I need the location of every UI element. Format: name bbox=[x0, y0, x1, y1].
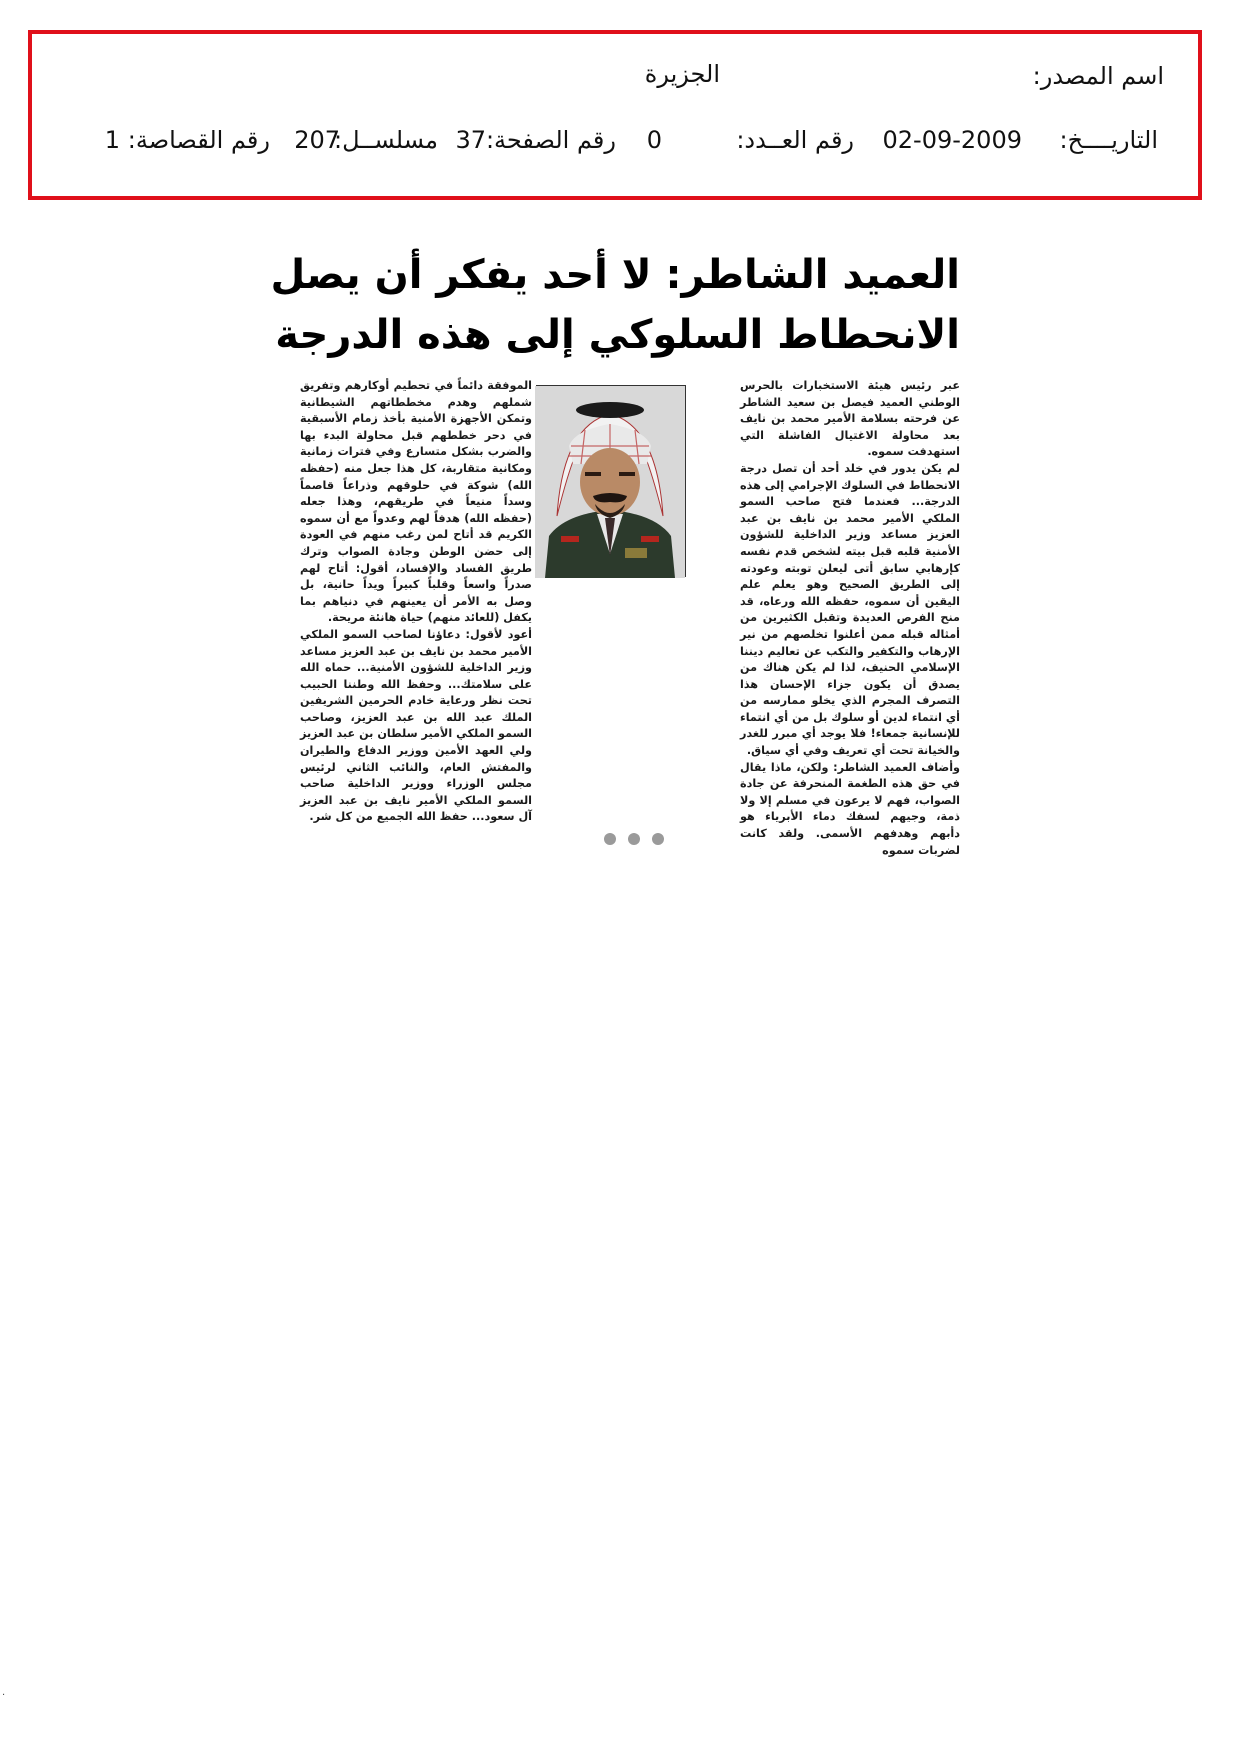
portrait-photo bbox=[536, 385, 686, 577]
newspaper-clipping bbox=[270, 240, 960, 857]
scan-margin-mark: · bbox=[2, 1690, 6, 1701]
article-paragraph: عبر رئيس هيئة الاستخبارات بالحرس الوطني العميد فيصل بن سعيد الشاطر عن فرحته بسلامة الأمير محمد بن نايف بعد محاولة الاغتيال الفاشلة التي استهدفت سموه. bbox=[740, 379, 960, 459]
date-value: 02-09-2009 bbox=[882, 126, 1022, 154]
headline-line-2: الانحطاط السلوكي إلى هذه الدرجة bbox=[275, 312, 960, 358]
page-label: رقم الصفحة: bbox=[485, 126, 616, 154]
clip-number-value: 1 bbox=[104, 126, 120, 154]
source-label: اسم المصدر: bbox=[1032, 62, 1164, 90]
page-value: 37 bbox=[455, 126, 486, 154]
headline-line-1: العميد الشاطر: لا أحد يفكر أن يصل bbox=[270, 252, 960, 298]
article-paragraph: وأضاف العميد الشاطر: ولكن، ماذا يقال في حق هذه الطغمة المنحرفة عن جادة الصواب، فهم لا يرعون في مسلم إلا ولا ذمة، وجيهم لسفك دماء الأبرياء هو دأبهم وهدفهم الأسمى. ولقد كانت لضربات سموه bbox=[740, 760, 960, 857]
metadata-box bbox=[28, 30, 1202, 200]
issue-value: 0 bbox=[646, 126, 662, 154]
article-column-right bbox=[740, 378, 960, 857]
portrait-illustration bbox=[535, 386, 685, 578]
issue-label: رقم العــدد: bbox=[736, 126, 854, 154]
serial-label: مسلســل: bbox=[334, 126, 438, 154]
date-label: التاريــــخ: bbox=[1059, 126, 1158, 154]
serial-value: 207 bbox=[294, 126, 340, 154]
article-column-left bbox=[300, 378, 532, 828]
end-of-article-dots bbox=[600, 832, 670, 846]
clip-number-label: رقم القصاصة: bbox=[127, 126, 270, 154]
article-paragraph: لم يكن يدور في خلد أحد أن تصل درجة الانحطاط في السلوك الإجرامي إلى هذه الدرجة... فعندما فتح صاحب السمو الملكي الأمير محمد بن نايف بن عبد العزيز مساعد وزير الداخلية للشؤون الأمنية قلبه قبل بيته لشخص قدم نفسه كإرهابي سابق أتى ليعلن توبته وعودته إلى الطريق الصحيح وهو يعلم علم اليقين أن سموه، حفظه الله ورعاه، قد منح الفرص العديدة وتقبل الكثيرين من أمثاله قبله ممن أعلنوا تخلصهم من نير الإرهاب والتكفير والتكب عن تعاليم ديننا الإسلامي الحنيف، لذا لم يكن هناك من يصدق أن يكون جزاء الإحسان هذا التصرف المجرم الذي يخلو ممارسه من أي انتماء لدين أو سلوك بل من أي انتماء للإنسانية جمعاء! فلا يوجد أي مبرر للغدر والخيانة تحت أي تعريف وفي أي سياق. bbox=[740, 461, 960, 758]
article-paragraph: الموفقة دائماً في تحطيم أوكارهم وتفريق شملهم وهدم مخططاتهم الشيطانية وتمكن الأجهزة الأمنية بأخذ زمام الأسبقية في دحر خططهم قبل محاولة البدء بها والضرب بشكل متسارع وفي فترات زمانية ومكانية متقاربة، كل هذا جعل منه (حفظه الله) شوكة في حلوقهم وذراعاً قاصماً وسداً منيعاً في طريقهم، وهذا جعله (حفظه الله) هدفاً لهم وعدواً مع أن سموه الكريم قد أتاح لمن رغب منهم في العودة إلى حضن الوطن وجادة الصواب وترك طريق الفساد والإفساد، أقول: أتاح لهم صدراً واسعاً وقلباً كبيراً ويداً حانية، بل وصل به الأمر أن يعينهم في دنياهم بما يكفل (للعائد منهم) حياة هانئة مريحة. bbox=[300, 379, 532, 625]
source-value: الجزيرة bbox=[644, 60, 720, 88]
article-paragraph: أعود لأقول: دعاؤنا لصاحب السمو الملكي الأمير محمد بن نايف بن عبد العزيز مساعد وزير الداخلية للشؤون الأمنية... حماه الله على سلامتك... وحفظ الله وطننا الحبيب تحت نظر ورعاية خادم الحرمين الشريفين الملك عبد الله بن عبد العزيز، وصاحب السمو الملكي الأمير سلطان بن عبد العزيز ولي العهد الأمين ووزير الدفاع والطيران والمفتش العام، والنائب الثاني لرئيس مجلس الوزراء ووزير الداخلية صاحب السمو الملكي الأمير نايف بن عبد العزيز آل سعود... حفظ الله الجميع من كل شر. bbox=[300, 627, 532, 824]
